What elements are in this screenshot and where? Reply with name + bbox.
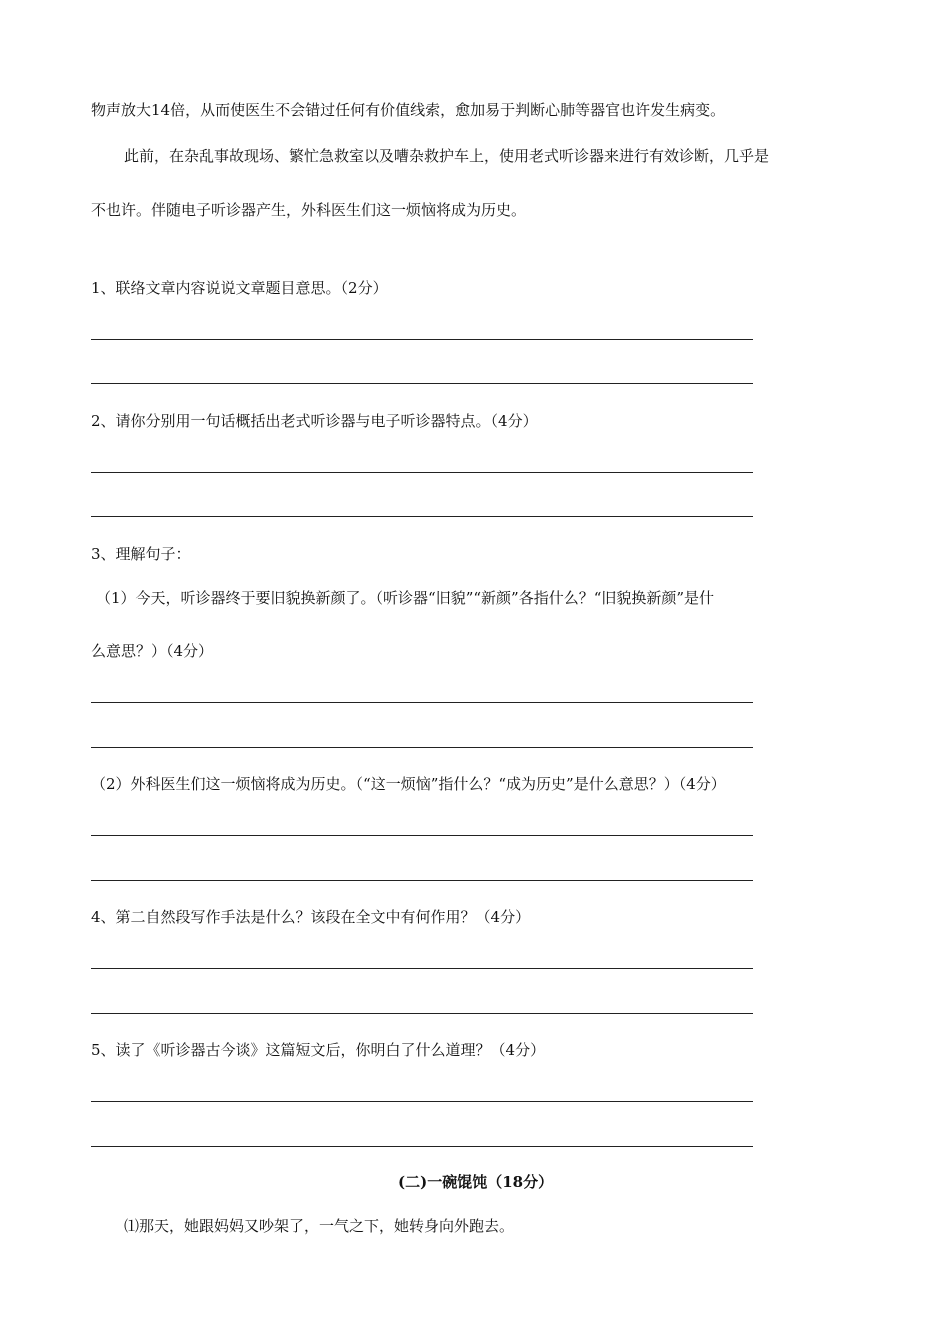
answer-line[interactable] xyxy=(91,747,753,748)
question-3-1-line-1: （1）今天，听诊器终于要旧貌换新颜了。（听诊器“旧貌”“新颜”各指什么？“旧貌换新颜”是什 xyxy=(96,589,715,607)
question-2: 2、请你分别用一句话概括出老式听诊器与电子听诊器特点。（4分） xyxy=(91,412,538,430)
question-1: 1、联络文章内容说说文章题目意思。（2分） xyxy=(91,279,388,297)
answer-line[interactable] xyxy=(91,1146,753,1147)
question-4: 4、第二自然段写作手法是什么？该段在全文中有何作用？（4分） xyxy=(91,908,531,926)
answer-line[interactable] xyxy=(91,1101,753,1102)
answer-line[interactable] xyxy=(91,968,753,969)
question-3: 3、理解句子： xyxy=(91,545,191,563)
answer-line[interactable] xyxy=(91,702,753,703)
answer-line[interactable] xyxy=(91,835,753,836)
answer-line[interactable] xyxy=(91,1013,753,1014)
answer-line[interactable] xyxy=(91,383,753,384)
passage-line-3: 不也许。伴随电子听诊器产生，外科医生们这一烦恼将成为历史。 xyxy=(91,201,527,219)
question-3-1-line-2: 么意思？）（4分） xyxy=(91,642,214,660)
answer-line[interactable] xyxy=(91,472,753,473)
answer-line[interactable] xyxy=(91,516,753,517)
question-5: 5、读了《听诊器古今谈》这篇短文后，你明白了什么道理？（4分） xyxy=(91,1041,546,1059)
section-title: (二)一碗馄饨（18分） xyxy=(398,1173,554,1191)
section-paragraph-1: ⑴那天，她跟妈妈又吵架了，一气之下，她转身向外跑去。 xyxy=(124,1217,515,1235)
passage-line-2: 此前，在杂乱事故现场、繁忙急救室以及嘈杂救护车上，使用老式听诊器来进行有效诊断，几乎是 xyxy=(124,147,770,165)
passage-line-1: 物声放大14倍，从而使医生不会错过任何有价值线索，愈加易于判断心肺等器官也许发生病变。 xyxy=(91,101,726,119)
answer-line[interactable] xyxy=(91,339,753,340)
answer-line[interactable] xyxy=(91,880,753,881)
question-3-2: （2）外科医生们这一烦恼将成为历史。（“这一烦恼”指什么？“成为历史”是什么意思？）（4分） xyxy=(91,775,726,793)
